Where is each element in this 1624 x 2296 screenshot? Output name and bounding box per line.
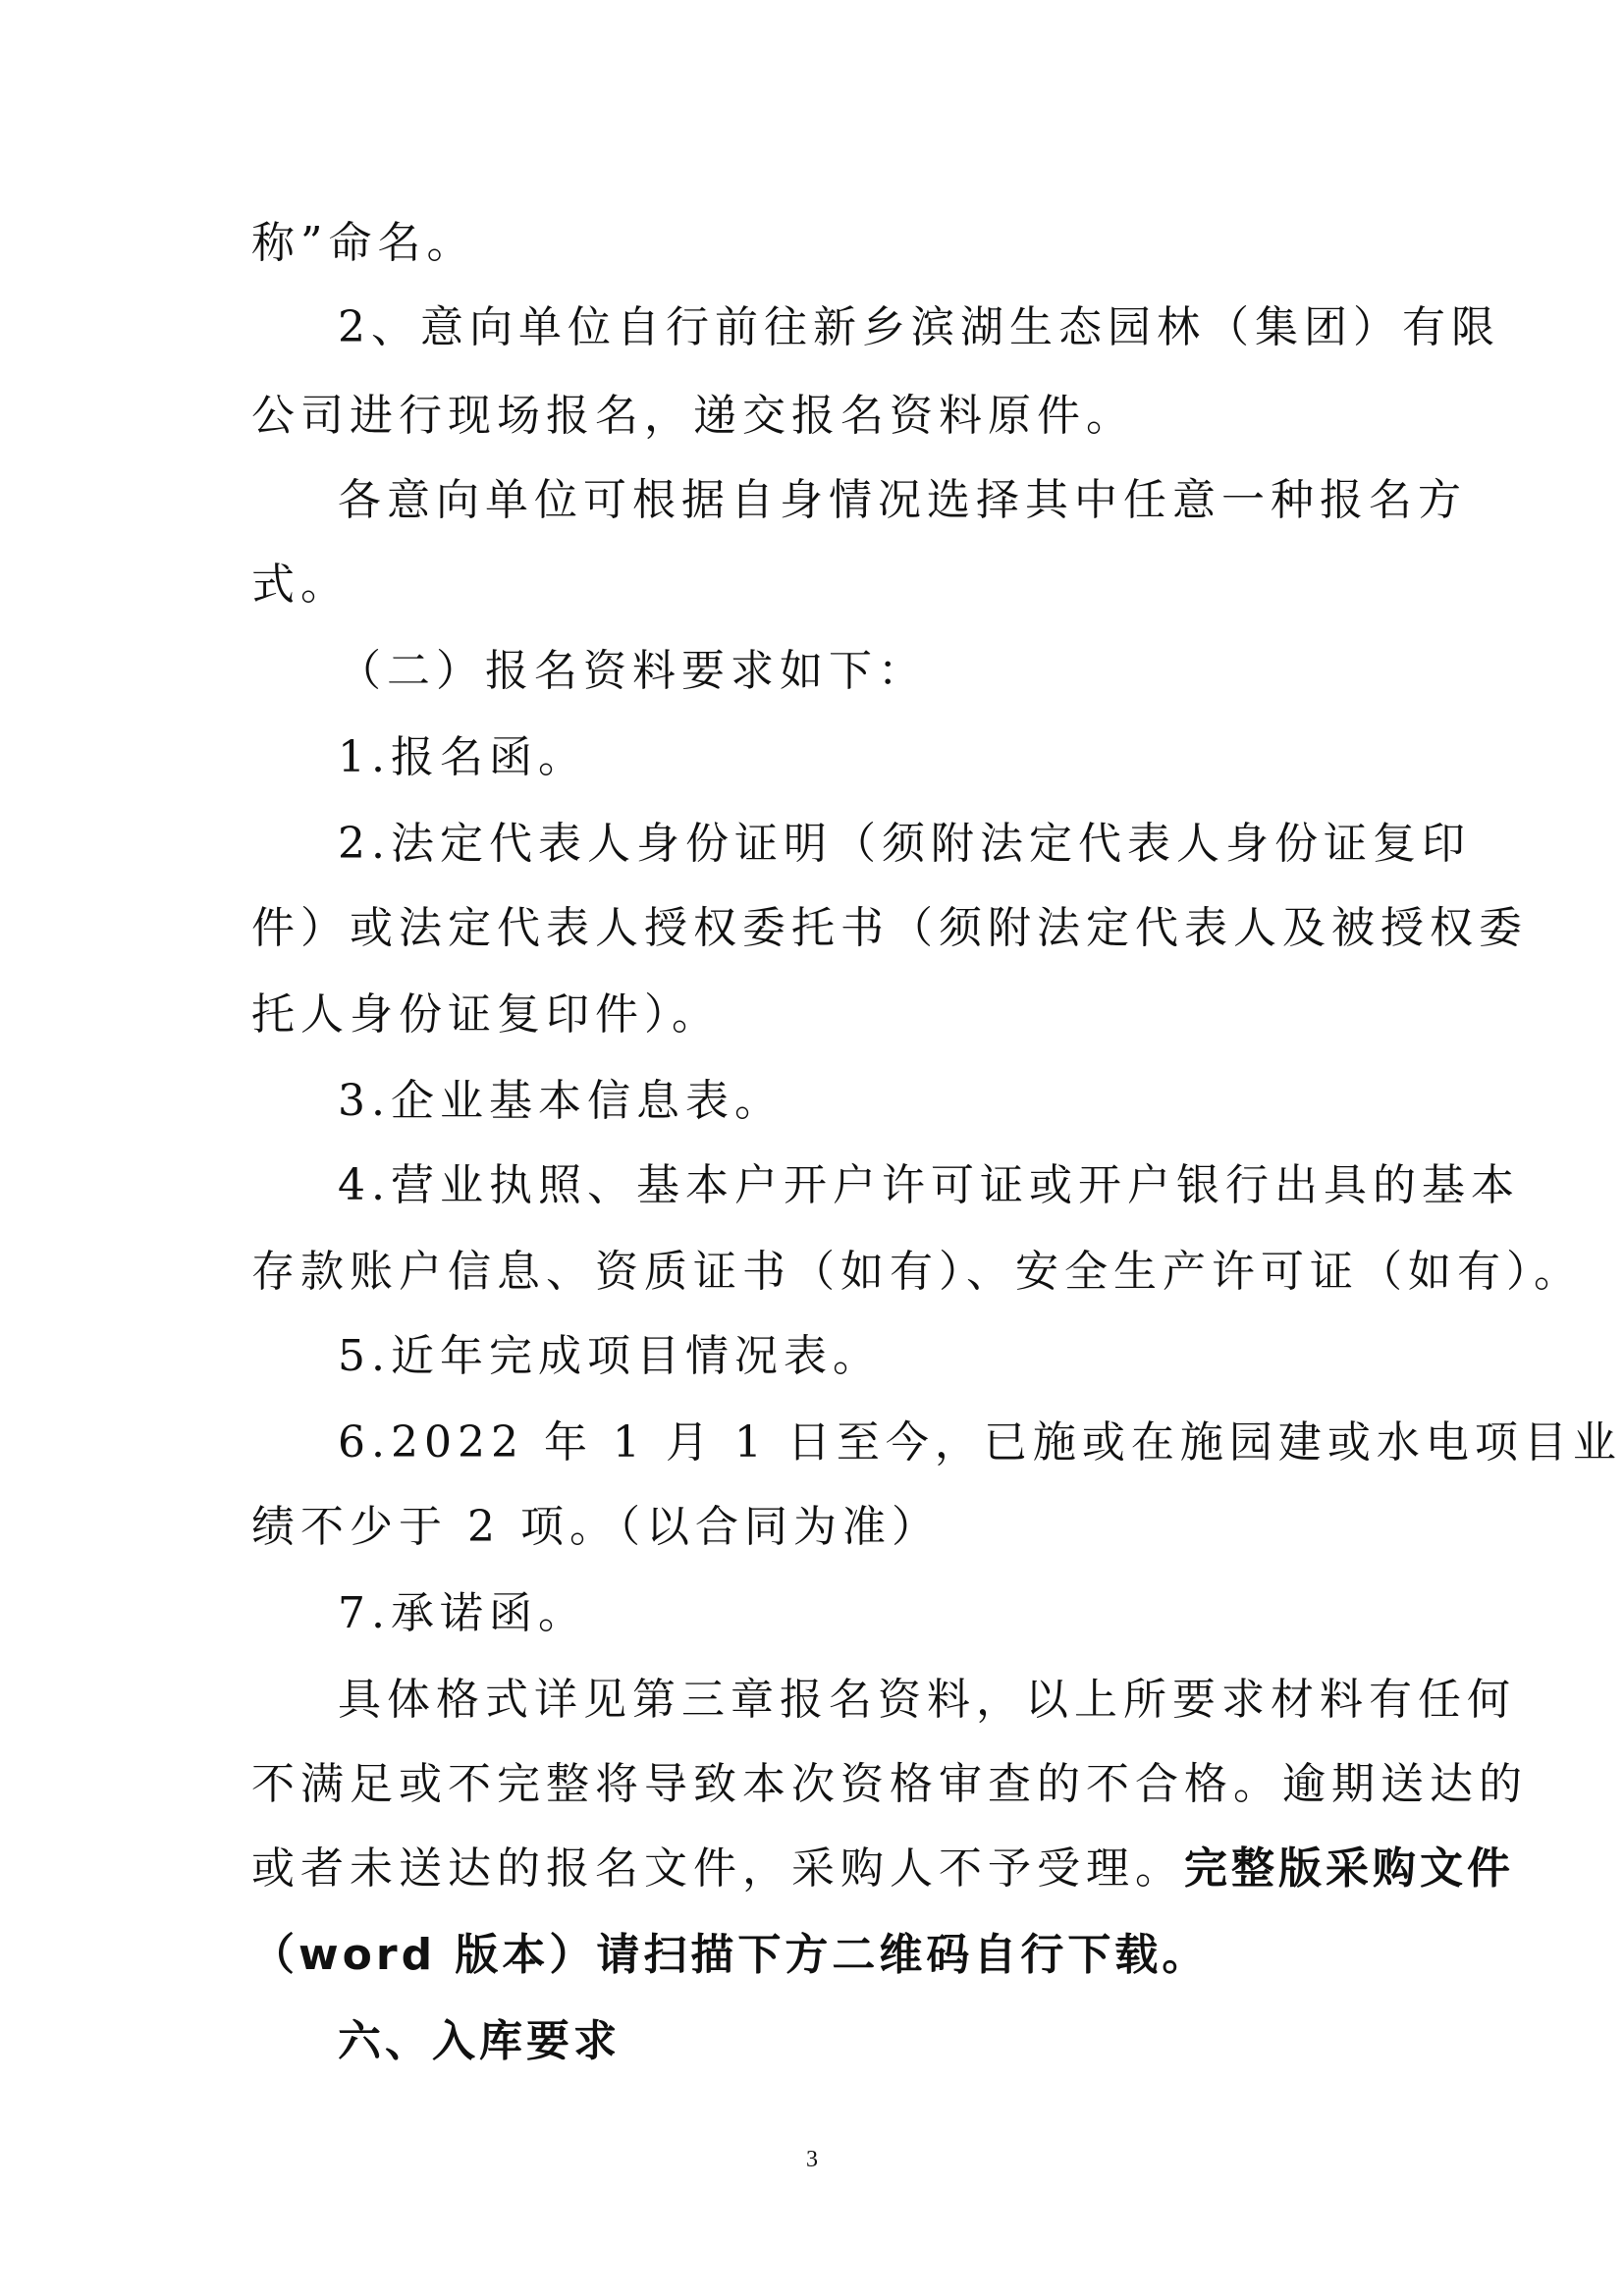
text-line: 6.2022 年 1 月 1 日至今，已施或在施园建或水电项目业: [338, 1417, 1622, 1468]
bold-text: （word 版本）请扫描下方二维码自行下载。: [251, 1930, 1210, 1980]
list-item: [0, 728, 1624, 787]
list-item: [0, 815, 1624, 874]
paragraph-line: [0, 1498, 1624, 1557]
list-item: [0, 1072, 1624, 1131]
text-line: 称”命名。: [251, 218, 476, 268]
page-number: 3: [806, 2147, 818, 2172]
list-item: [0, 1156, 1624, 1215]
text-line: 绩不少于 2 项。（以合同为准）: [251, 1502, 941, 1552]
text-line: 或者未送达的报名文件，采购人不予受理。: [251, 1843, 1184, 1894]
section-heading: [0, 2012, 1624, 2071]
heading-text: 六、入库要求: [338, 2016, 621, 2066]
text-line: 不满足或不完整将导致本次资格审查的不合格。逾期送达的: [251, 1759, 1528, 1809]
paragraph-line: [0, 1243, 1624, 1302]
text-line: 具体格式详见第三章报名资料，以上所要求材料有任何: [338, 1675, 1516, 1725]
paragraph-line: [0, 298, 1624, 357]
paragraph-line: [0, 1755, 1624, 1814]
paragraph-line: [0, 556, 1624, 614]
text-line: （二）报名资料要求如下：: [338, 646, 927, 696]
paragraph-line: [0, 899, 1624, 958]
text-line: 托人身份证复印件）。: [251, 989, 721, 1040]
text-line: 3.企业基本信息表。: [338, 1076, 784, 1126]
bold-text: 完整版采购文件: [1184, 1843, 1514, 1894]
text-line: 各意向单位可根据自身情况选择其中任意一种报名方: [338, 475, 1467, 525]
list-item: [0, 1327, 1624, 1386]
text-line: 2.法定代表人身份证明（须附法定代表人身份证复印: [338, 819, 1471, 869]
list-item: [0, 1584, 1624, 1643]
text-line: 5.近年完成项目情况表。: [338, 1331, 882, 1381]
paragraph-line: [0, 471, 1624, 530]
paragraph-line: [0, 387, 1624, 446]
section-subheading: [0, 642, 1624, 701]
text-line: 件）或法定代表人授权委托书（须附法定代表人及被授权委: [251, 903, 1528, 953]
paragraph-line: [0, 986, 1624, 1044]
text-line: 式。: [251, 560, 350, 610]
paragraph-line: [0, 214, 1624, 273]
text-line: 4.营业执照、基本户开户许可证或开户银行出具的基本: [338, 1160, 1520, 1210]
text-line: 1.报名函。: [338, 732, 587, 782]
list-item: [0, 1414, 1624, 1472]
text-line: 公司进行现场报名，递交报名资料原件。: [251, 391, 1135, 441]
text-line: 存款账户信息、资质证书（如有）、安全生产许可证（如有）。: [251, 1247, 1583, 1297]
text-line: 7.承诺函。: [338, 1588, 587, 1638]
text-line: 2、意向单位自行前往新乡滨湖生态园林（集团）有限: [338, 302, 1500, 352]
paragraph-line: [0, 1926, 1624, 1985]
paragraph-line: [0, 1840, 1624, 1898]
paragraph-line: [0, 1671, 1624, 1730]
